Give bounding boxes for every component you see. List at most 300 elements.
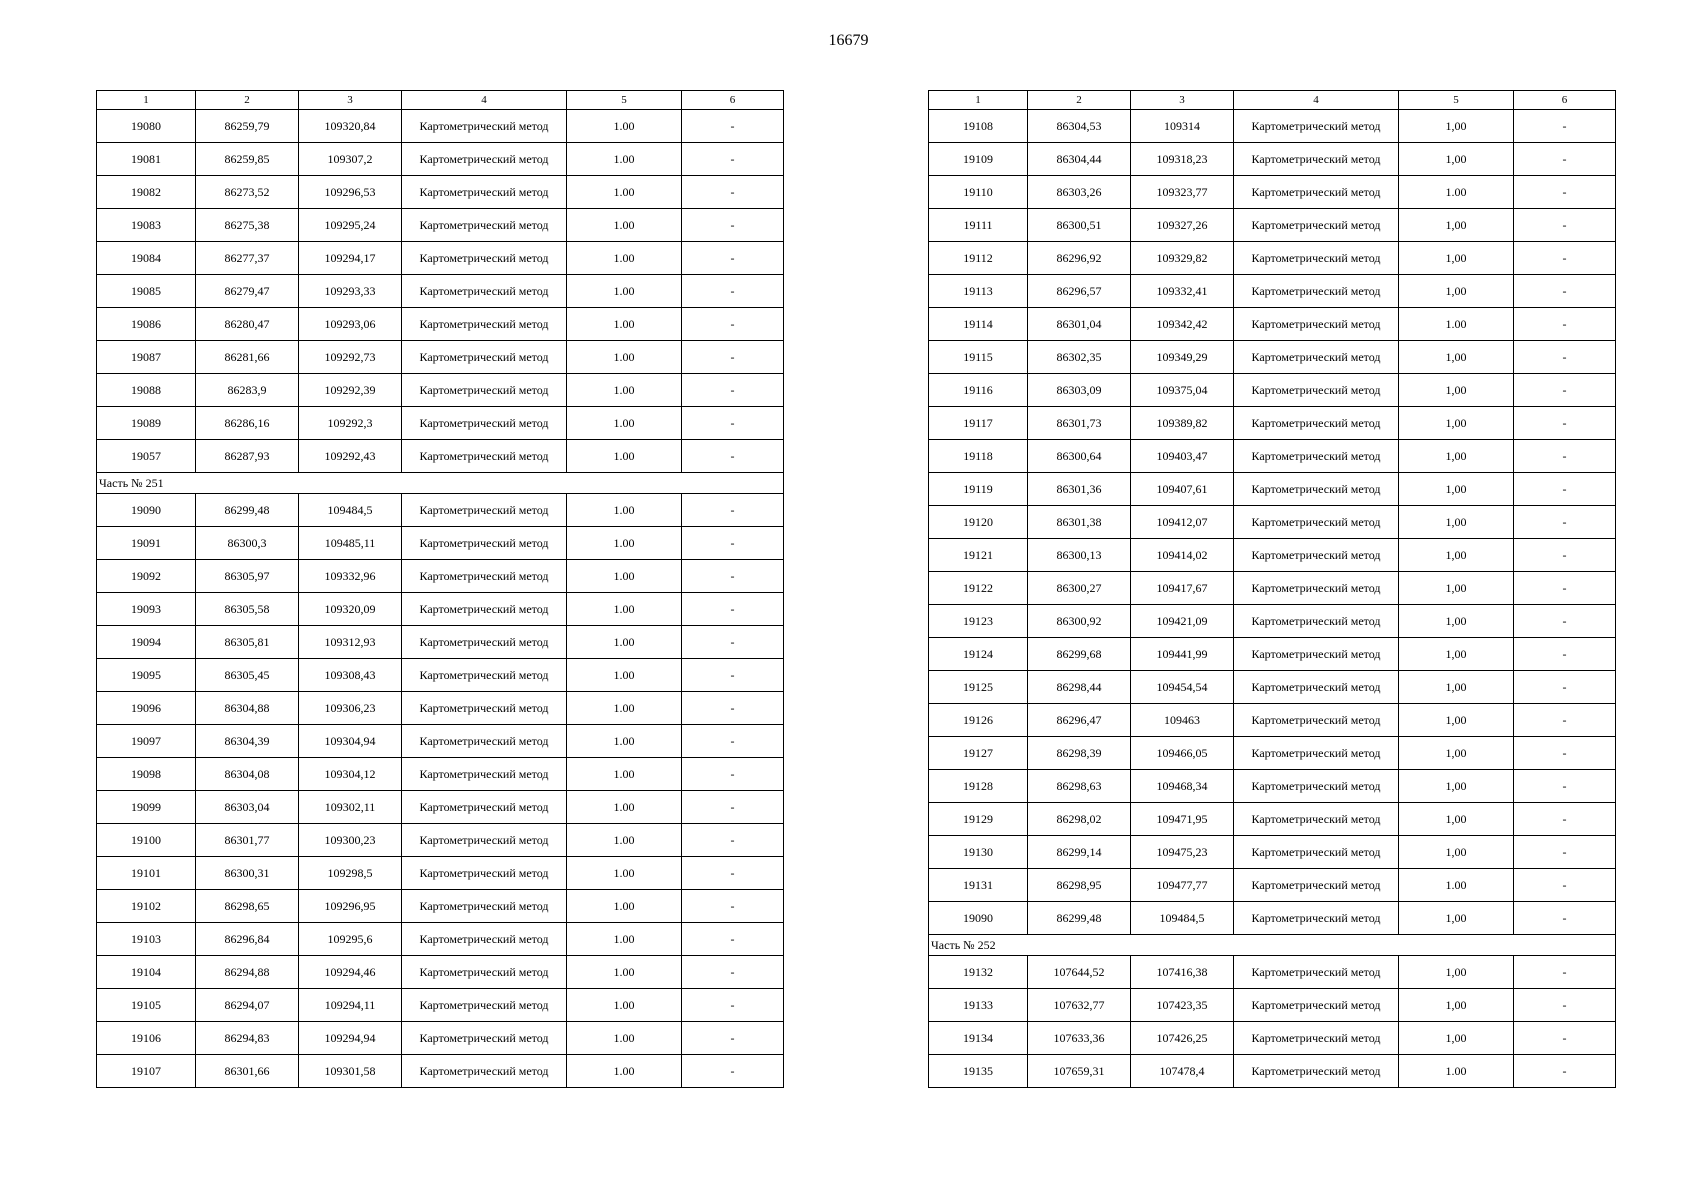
table-cell: Картометрический метод bbox=[402, 989, 567, 1022]
table-cell: 1.00 bbox=[567, 407, 682, 440]
table-cell: 19096 bbox=[97, 692, 196, 725]
table-cell: 1.00 bbox=[567, 1022, 682, 1055]
table-cell: - bbox=[1514, 110, 1616, 143]
table-cell: 109471,95 bbox=[1131, 803, 1234, 836]
table-cell: 1,00 bbox=[1399, 770, 1514, 803]
table-cell: 19090 bbox=[97, 494, 196, 527]
table-cell: 86302,35 bbox=[1028, 341, 1131, 374]
column-header: 4 bbox=[1234, 91, 1399, 110]
table-cell: - bbox=[1514, 341, 1616, 374]
table-cell: 86304,88 bbox=[196, 692, 299, 725]
table-cell: 86303,26 bbox=[1028, 176, 1131, 209]
table-row bbox=[929, 440, 1616, 473]
table-cell: Картометрический метод bbox=[1234, 242, 1399, 275]
table-cell: 19109 bbox=[929, 143, 1028, 176]
table-cell: - bbox=[682, 374, 784, 407]
table-cell: Картометрический метод bbox=[1234, 572, 1399, 605]
table-cell: 1,00 bbox=[1399, 209, 1514, 242]
table-cell: 1.00 bbox=[567, 209, 682, 242]
table-row bbox=[97, 407, 784, 440]
table-cell: - bbox=[1514, 176, 1616, 209]
table-cell: Картометрический метод bbox=[1234, 407, 1399, 440]
table-cell: - bbox=[1514, 473, 1616, 506]
table-cell: 86299,68 bbox=[1028, 638, 1131, 671]
table-cell: 86304,53 bbox=[1028, 110, 1131, 143]
table-cell: - bbox=[682, 758, 784, 791]
table-cell: Картометрический метод bbox=[1234, 1022, 1399, 1055]
table-row bbox=[929, 275, 1616, 308]
table-cell: 109294,94 bbox=[299, 1022, 402, 1055]
table-cell: 109312,93 bbox=[299, 626, 402, 659]
table-row bbox=[97, 374, 784, 407]
table-cell: 86300,13 bbox=[1028, 539, 1131, 572]
table-cell: 1,00 bbox=[1399, 956, 1514, 989]
part-heading: Часть № 252 bbox=[929, 935, 1616, 956]
table-cell: Картометрический метод bbox=[402, 143, 567, 176]
table-cell: 107426,25 bbox=[1131, 1022, 1234, 1055]
table-cell: 86294,88 bbox=[196, 956, 299, 989]
table-cell: 1.00 bbox=[567, 242, 682, 275]
table-row bbox=[929, 506, 1616, 539]
table-cell: 19081 bbox=[97, 143, 196, 176]
table-row bbox=[929, 473, 1616, 506]
table-cell: 109292,3 bbox=[299, 407, 402, 440]
table-cell: 109342,42 bbox=[1131, 308, 1234, 341]
table-cell: 109332,41 bbox=[1131, 275, 1234, 308]
table-cell: 107659,31 bbox=[1028, 1055, 1131, 1088]
table-cell: 109292,39 bbox=[299, 374, 402, 407]
table-cell: 19107 bbox=[97, 1055, 196, 1088]
table-row bbox=[929, 407, 1616, 440]
table-cell: 19125 bbox=[929, 671, 1028, 704]
table-row bbox=[929, 836, 1616, 869]
table-cell: 107416,38 bbox=[1131, 956, 1234, 989]
table-cell: 86303,09 bbox=[1028, 374, 1131, 407]
column-header: 3 bbox=[299, 91, 402, 110]
table-cell: 19102 bbox=[97, 890, 196, 923]
table-cell: - bbox=[1514, 506, 1616, 539]
table-cell: 86305,45 bbox=[196, 659, 299, 692]
table-cell: 19080 bbox=[97, 110, 196, 143]
table-row bbox=[929, 902, 1616, 935]
table-cell: 1,00 bbox=[1399, 473, 1514, 506]
table-cell: 1,00 bbox=[1399, 374, 1514, 407]
table-cell: 19097 bbox=[97, 725, 196, 758]
table-cell: 19130 bbox=[929, 836, 1028, 869]
table-cell: Картометрический метод bbox=[1234, 770, 1399, 803]
table-cell: 19092 bbox=[97, 560, 196, 593]
table-cell: 19135 bbox=[929, 1055, 1028, 1088]
table-cell: Картометрический метод bbox=[1234, 803, 1399, 836]
table-cell: 1,00 bbox=[1399, 671, 1514, 704]
table-cell: 19104 bbox=[97, 956, 196, 989]
table-cell: 1.00 bbox=[567, 890, 682, 923]
table-cell: - bbox=[682, 989, 784, 1022]
column-header: 3 bbox=[1131, 91, 1234, 110]
table-cell: 107633,36 bbox=[1028, 1022, 1131, 1055]
table-cell: 86299,48 bbox=[196, 494, 299, 527]
table-row bbox=[929, 989, 1616, 1022]
table-cell: - bbox=[1514, 803, 1616, 836]
table-cell: - bbox=[1514, 374, 1616, 407]
table-cell: 19093 bbox=[97, 593, 196, 626]
table-cell: Картометрический метод bbox=[1234, 869, 1399, 902]
table-cell: 86303,04 bbox=[196, 791, 299, 824]
table-cell: 19101 bbox=[97, 857, 196, 890]
column-header: 4 bbox=[402, 91, 567, 110]
table-row bbox=[97, 857, 784, 890]
table-row bbox=[97, 758, 784, 791]
table-row bbox=[929, 704, 1616, 737]
table-cell: Картометрический метод bbox=[402, 956, 567, 989]
table-cell: 86296,92 bbox=[1028, 242, 1131, 275]
table-row bbox=[929, 341, 1616, 374]
table-cell: 109323,77 bbox=[1131, 176, 1234, 209]
table-row bbox=[97, 560, 784, 593]
table-cell: 86298,44 bbox=[1028, 671, 1131, 704]
table-cell: 19112 bbox=[929, 242, 1028, 275]
table-cell: - bbox=[682, 956, 784, 989]
table-cell: 19098 bbox=[97, 758, 196, 791]
table-cell: 1.00 bbox=[567, 494, 682, 527]
table-cell: 19103 bbox=[97, 923, 196, 956]
table-cell: 86277,37 bbox=[196, 242, 299, 275]
table-row bbox=[929, 1022, 1616, 1055]
table-cell: 109421,09 bbox=[1131, 605, 1234, 638]
table-row bbox=[97, 626, 784, 659]
table-cell: 109298,5 bbox=[299, 857, 402, 890]
table-cell: - bbox=[682, 176, 784, 209]
table-row bbox=[929, 110, 1616, 143]
table-cell: 19117 bbox=[929, 407, 1028, 440]
column-header: 2 bbox=[196, 91, 299, 110]
table-cell: 86279,47 bbox=[196, 275, 299, 308]
table-cell: - bbox=[682, 143, 784, 176]
table-cell: 109294,17 bbox=[299, 242, 402, 275]
table-cell: Картометрический метод bbox=[1234, 440, 1399, 473]
table-row bbox=[929, 638, 1616, 671]
table-cell: - bbox=[682, 341, 784, 374]
table-cell: Картометрический метод bbox=[402, 308, 567, 341]
table-cell: Картометрический метод bbox=[402, 275, 567, 308]
table-cell: 109468,34 bbox=[1131, 770, 1234, 803]
table-cell: 109375,04 bbox=[1131, 374, 1234, 407]
table-cell: - bbox=[682, 1055, 784, 1088]
table-cell: 109314 bbox=[1131, 110, 1234, 143]
table-cell: 86294,07 bbox=[196, 989, 299, 1022]
table-cell: 19124 bbox=[929, 638, 1028, 671]
table-cell: 109320,84 bbox=[299, 110, 402, 143]
table-cell: Картометрический метод bbox=[1234, 176, 1399, 209]
table-cell: Картометрический метод bbox=[1234, 737, 1399, 770]
table-cell: Картометрический метод bbox=[1234, 110, 1399, 143]
table-cell: 1.00 bbox=[567, 758, 682, 791]
table-cell: 1.00 bbox=[567, 725, 682, 758]
table-cell: Картометрический метод bbox=[1234, 605, 1399, 638]
table-cell: 86300,64 bbox=[1028, 440, 1131, 473]
table-cell: 1.00 bbox=[567, 1055, 682, 1088]
table-cell: 19110 bbox=[929, 176, 1028, 209]
table-cell: 86287,93 bbox=[196, 440, 299, 473]
table-cell: Картометрический метод bbox=[402, 1055, 567, 1088]
table-row bbox=[97, 341, 784, 374]
table-cell: - bbox=[1514, 836, 1616, 869]
table-cell: Картометрический метод bbox=[1234, 209, 1399, 242]
table-cell: 109296,95 bbox=[299, 890, 402, 923]
table-cell: Картометрический метод bbox=[402, 923, 567, 956]
table-cell: 86300,92 bbox=[1028, 605, 1131, 638]
table-row bbox=[929, 770, 1616, 803]
table-cell: 19122 bbox=[929, 572, 1028, 605]
table-cell: 86259,85 bbox=[196, 143, 299, 176]
left-table-body bbox=[97, 91, 784, 1088]
table-cell: 109320,09 bbox=[299, 593, 402, 626]
table-row bbox=[929, 209, 1616, 242]
table-cell: Картометрический метод bbox=[402, 527, 567, 560]
table-cell: 109301,58 bbox=[299, 1055, 402, 1088]
table-cell: Картометрический метод bbox=[402, 407, 567, 440]
table-cell: 109294,46 bbox=[299, 956, 402, 989]
table-row bbox=[97, 143, 784, 176]
table-cell: 1,00 bbox=[1399, 407, 1514, 440]
table-cell: 1,00 bbox=[1399, 605, 1514, 638]
table-cell: 1,00 bbox=[1399, 110, 1514, 143]
table-row bbox=[97, 527, 784, 560]
table-row bbox=[97, 494, 784, 527]
table-cell: 107423,35 bbox=[1131, 989, 1234, 1022]
table-cell: - bbox=[1514, 956, 1616, 989]
table-cell: 109466,05 bbox=[1131, 737, 1234, 770]
table-cell: - bbox=[1514, 242, 1616, 275]
column-header: 6 bbox=[1514, 91, 1616, 110]
table-row bbox=[97, 1022, 784, 1055]
table-cell: Картометрический метод bbox=[402, 659, 567, 692]
table-cell: Картометрический метод bbox=[1234, 1055, 1399, 1088]
table-cell: - bbox=[682, 308, 784, 341]
table-cell: - bbox=[1514, 209, 1616, 242]
column-header: 1 bbox=[929, 91, 1028, 110]
table-cell: 19128 bbox=[929, 770, 1028, 803]
table-row bbox=[97, 593, 784, 626]
table-cell: 109293,33 bbox=[299, 275, 402, 308]
table-cell: 19123 bbox=[929, 605, 1028, 638]
table-cell: 86259,79 bbox=[196, 110, 299, 143]
table-cell: 109441,99 bbox=[1131, 638, 1234, 671]
table-cell: 19094 bbox=[97, 626, 196, 659]
table-cell: 19089 bbox=[97, 407, 196, 440]
coordinates-table-right bbox=[928, 90, 1616, 1088]
table-cell: Картометрический метод bbox=[1234, 638, 1399, 671]
table-cell: - bbox=[1514, 671, 1616, 704]
table-cell: 19114 bbox=[929, 308, 1028, 341]
table-header-row bbox=[97, 91, 784, 110]
table-cell: 86298,95 bbox=[1028, 869, 1131, 902]
table-cell: 86280,47 bbox=[196, 308, 299, 341]
table-cell: 19108 bbox=[929, 110, 1028, 143]
table-row bbox=[929, 737, 1616, 770]
right-table-body bbox=[929, 91, 1616, 1088]
table-cell: 1.00 bbox=[567, 923, 682, 956]
table-cell: 19119 bbox=[929, 473, 1028, 506]
table-cell: 109327,26 bbox=[1131, 209, 1234, 242]
table-cell: 1.00 bbox=[567, 626, 682, 659]
table-row bbox=[97, 989, 784, 1022]
table-cell: 1.00 bbox=[567, 560, 682, 593]
table-cell: Картометрический метод bbox=[1234, 902, 1399, 935]
table-cell: - bbox=[682, 857, 784, 890]
table-cell: 19134 bbox=[929, 1022, 1028, 1055]
table-cell: 109308,43 bbox=[299, 659, 402, 692]
table-cell: 1,00 bbox=[1399, 989, 1514, 1022]
table-cell: 86299,14 bbox=[1028, 836, 1131, 869]
table-cell: 1.00 bbox=[567, 791, 682, 824]
table-cell: - bbox=[1514, 638, 1616, 671]
part-heading-row bbox=[929, 935, 1616, 956]
table-cell: 19082 bbox=[97, 176, 196, 209]
table-row bbox=[97, 308, 784, 341]
table-cell: 19118 bbox=[929, 440, 1028, 473]
table-cell: - bbox=[1514, 770, 1616, 803]
table-cell: - bbox=[1514, 539, 1616, 572]
table-row bbox=[929, 572, 1616, 605]
table-cell: - bbox=[1514, 605, 1616, 638]
table-cell: 1,00 bbox=[1399, 803, 1514, 836]
table-cell: 109485,11 bbox=[299, 527, 402, 560]
table-row bbox=[97, 1055, 784, 1088]
table-cell: 1.00 bbox=[567, 110, 682, 143]
table-cell: 1.00 bbox=[567, 857, 682, 890]
table-cell: 19111 bbox=[929, 209, 1028, 242]
table-cell: Картометрический метод bbox=[402, 560, 567, 593]
table-cell: 86304,08 bbox=[196, 758, 299, 791]
table-cell: 109417,67 bbox=[1131, 572, 1234, 605]
table-cell: - bbox=[682, 560, 784, 593]
table-cell: 1,00 bbox=[1399, 572, 1514, 605]
table-cell: 86298,39 bbox=[1028, 737, 1131, 770]
table-cell: 19127 bbox=[929, 737, 1028, 770]
table-cell: 19057 bbox=[97, 440, 196, 473]
table-cell: 86286,16 bbox=[196, 407, 299, 440]
table-cell: - bbox=[1514, 275, 1616, 308]
table-cell: Картометрический метод bbox=[402, 1022, 567, 1055]
column-header: 5 bbox=[1399, 91, 1514, 110]
table-cell: - bbox=[1514, 1055, 1616, 1088]
table-cell: 109295,24 bbox=[299, 209, 402, 242]
table-cell: 19090 bbox=[929, 902, 1028, 935]
table-cell: 86283,9 bbox=[196, 374, 299, 407]
table-cell: 1.00 bbox=[567, 341, 682, 374]
table-cell: - bbox=[682, 725, 784, 758]
table-cell: Картометрический метод bbox=[402, 593, 567, 626]
table-row bbox=[929, 869, 1616, 902]
table-cell: 1.00 bbox=[567, 956, 682, 989]
table-cell: - bbox=[682, 659, 784, 692]
table-cell: 107644,52 bbox=[1028, 956, 1131, 989]
table-cell: - bbox=[1514, 572, 1616, 605]
table-row bbox=[97, 440, 784, 473]
table-row bbox=[97, 176, 784, 209]
table-cell: 1,00 bbox=[1399, 341, 1514, 374]
table-cell: 19106 bbox=[97, 1022, 196, 1055]
part-heading-row bbox=[97, 473, 784, 494]
table-cell: 19126 bbox=[929, 704, 1028, 737]
table-cell: 109463 bbox=[1131, 704, 1234, 737]
column-header: 1 bbox=[97, 91, 196, 110]
table-row bbox=[929, 539, 1616, 572]
table-cell: 1,00 bbox=[1399, 902, 1514, 935]
table-cell: 109407,61 bbox=[1131, 473, 1234, 506]
table-cell: 109475,23 bbox=[1131, 836, 1234, 869]
table-cell: - bbox=[682, 527, 784, 560]
table-cell: Картометрический метод bbox=[402, 374, 567, 407]
table-cell: 109477,77 bbox=[1131, 869, 1234, 902]
table-cell: 109349,29 bbox=[1131, 341, 1234, 374]
table-cell: 86298,02 bbox=[1028, 803, 1131, 836]
table-row bbox=[929, 308, 1616, 341]
table-cell: 86301,04 bbox=[1028, 308, 1131, 341]
table-row bbox=[929, 242, 1616, 275]
table-cell: - bbox=[1514, 704, 1616, 737]
table-cell: Картометрический метод bbox=[1234, 308, 1399, 341]
table-cell: 109484,5 bbox=[1131, 902, 1234, 935]
table-cell: - bbox=[682, 692, 784, 725]
table-cell: 1,00 bbox=[1399, 638, 1514, 671]
table-cell: 86296,57 bbox=[1028, 275, 1131, 308]
table-cell: 86300,3 bbox=[196, 527, 299, 560]
table-cell: Картометрический метод bbox=[402, 494, 567, 527]
table-cell: Картометрический метод bbox=[402, 725, 567, 758]
table-cell: - bbox=[682, 923, 784, 956]
table-cell: 19129 bbox=[929, 803, 1028, 836]
table-cell: 109302,11 bbox=[299, 791, 402, 824]
table-cell: 1.00 bbox=[567, 143, 682, 176]
table-cell: 86296,47 bbox=[1028, 704, 1131, 737]
table-cell: 19099 bbox=[97, 791, 196, 824]
table-cell: - bbox=[682, 209, 784, 242]
table-cell: 1,00 bbox=[1399, 275, 1514, 308]
table-cell: Картометрический метод bbox=[1234, 836, 1399, 869]
table-cell: 109304,12 bbox=[299, 758, 402, 791]
table-row bbox=[97, 923, 784, 956]
table-cell: 86301,77 bbox=[196, 824, 299, 857]
table-cell: - bbox=[682, 440, 784, 473]
table-cell: - bbox=[1514, 1022, 1616, 1055]
table-cell: - bbox=[682, 824, 784, 857]
table-cell: - bbox=[1514, 902, 1616, 935]
table-cell: 1.00 bbox=[1399, 308, 1514, 341]
table-cell: 109304,94 bbox=[299, 725, 402, 758]
table-cell: 86281,66 bbox=[196, 341, 299, 374]
table-cell: Картометрический метод bbox=[1234, 956, 1399, 989]
table-cell: 19133 bbox=[929, 989, 1028, 1022]
table-row bbox=[97, 956, 784, 989]
table-cell: 19132 bbox=[929, 956, 1028, 989]
table-cell: - bbox=[1514, 737, 1616, 770]
table-cell: 19100 bbox=[97, 824, 196, 857]
part-heading: Часть № 251 bbox=[97, 473, 784, 494]
table-cell: Картометрический метод bbox=[402, 242, 567, 275]
table-cell: 109454,54 bbox=[1131, 671, 1234, 704]
table-cell: - bbox=[682, 626, 784, 659]
table-cell: 19085 bbox=[97, 275, 196, 308]
table-cell: 86305,58 bbox=[196, 593, 299, 626]
column-header: 6 bbox=[682, 91, 784, 110]
table-cell: Картометрический метод bbox=[402, 626, 567, 659]
table-cell: Картометрический метод bbox=[1234, 341, 1399, 374]
table-row bbox=[929, 374, 1616, 407]
table-cell: 86300,27 bbox=[1028, 572, 1131, 605]
table-cell: - bbox=[682, 890, 784, 923]
